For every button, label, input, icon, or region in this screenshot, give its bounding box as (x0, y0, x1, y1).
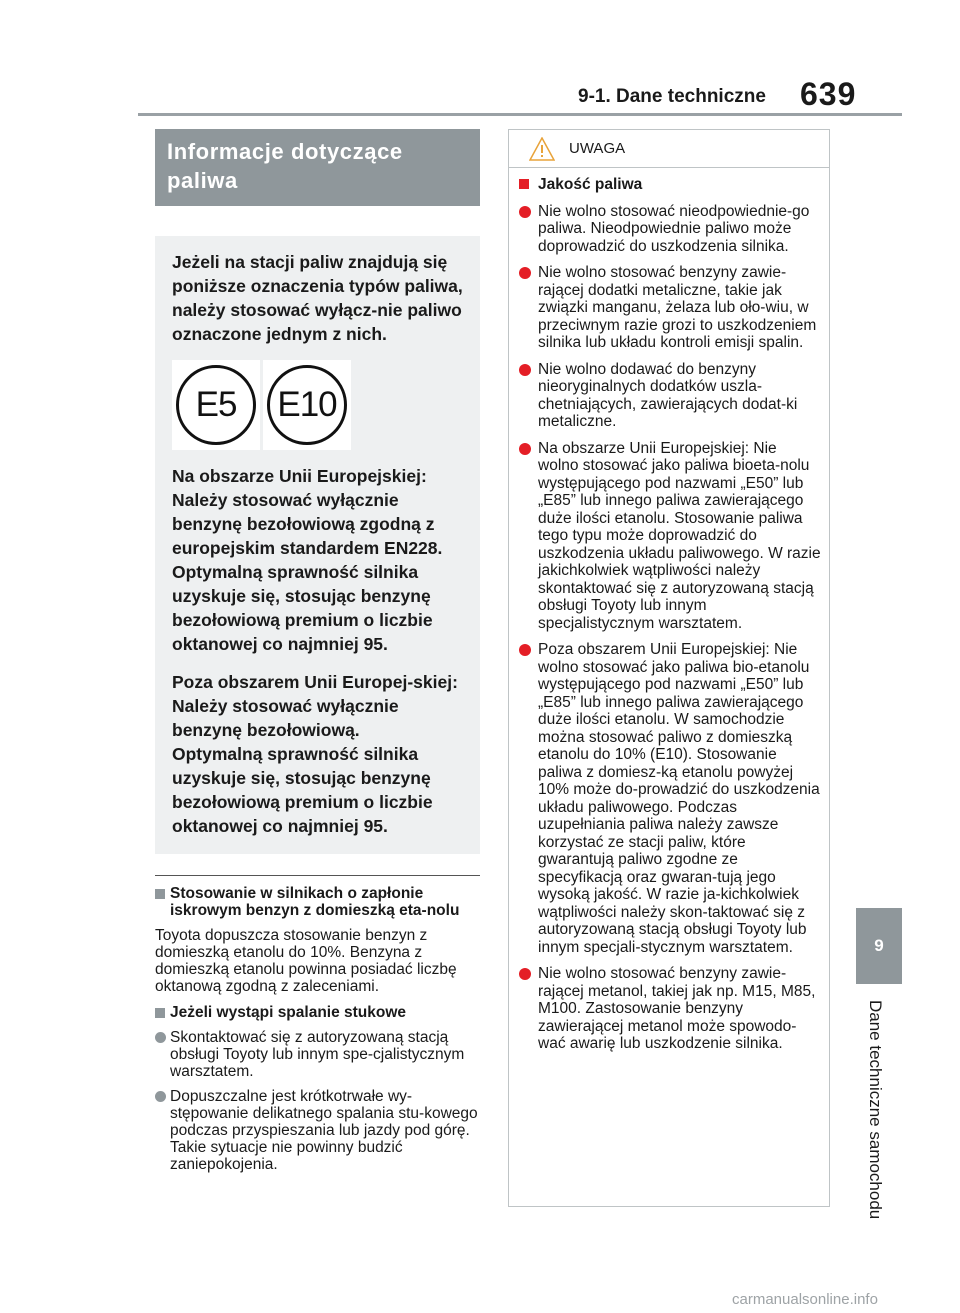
list-item-text: Nie wolno stosować nieodpowiednie-go paliwa. Nieodpowiednie paliwo może doprowadzić do uszkodzenia silnika. (538, 202, 810, 255)
warning-label: UWAGA (569, 140, 626, 157)
ethanol-heading (155, 885, 480, 919)
ethanol-text: Toyota dopuszcza stosowanie benzyn z domieszką etanolu do 10%. Benzyna z domieszką etanolu powinna posiadać liczbę oktanową zgodną z zaleceniami. (155, 927, 457, 995)
circle-bullet-icon (519, 443, 531, 455)
warning-header (509, 130, 829, 168)
knock-heading-text: Jeżeli wystąpi spalanie stukowe (170, 1004, 407, 1021)
circle-bullet-icon (155, 1032, 166, 1043)
chapter-label: Dane techniczne samochodu (866, 1000, 885, 1220)
list-item-text: Dopuszczalne jest krótkotrwałe wy-stępowanie delikatnego spalania stu-kowego podczas przyspieszania lub jazdy pod górę. Takie sytuacje nie powinny budzić zaniepokojenia. (170, 1088, 478, 1173)
list-item-text: Poza obszarem Unii Europejskiej: Nie wolno stosować jako paliwa bio-etanolu występującego pod nazwami „E50” lub „E85” lub innego paliwa zawierającego duże ilości etanolu. W samochodzie można stosować paliwo z domieszką etanolu do 10% (E10). Stosowanie paliwa z domiesz-ką etanolu powyżej 10% może do-prowadzić do uszkodzenia układu paliwowego. Podczas uzupełniania paliwa należy zawsze korzystać ze stacji paliw, które gwarantują paliwo zgodne ze specyfikacją oraz gwaran-tują jego wysoką jakość. W razie ja-kichkolwiek wątpliwości należy skon-taktować się z autoryzowaną stacją obsługi Toyoty lub innym specjali-stycznym warsztatem. (538, 641, 820, 956)
page-number: 639 (800, 76, 857, 112)
list-item (519, 361, 821, 431)
chapter-tab: 9 (856, 908, 902, 984)
eu-octane: Optymalną sprawność silnika uzyskuje się, stosując benzynę bezołowiową premium o liczbie oktanowej co najmniej 95. (172, 562, 433, 654)
warning-heading (519, 176, 821, 194)
circle-bullet-icon (519, 267, 531, 279)
circle-bullet-icon (155, 1091, 166, 1102)
warning-body (509, 168, 829, 1053)
list-item-text: Na obszarze Unii Europejskiej: Nie wolno stosować jako paliwa bioeta-nolu występującego pod nazwami „E50” lub „E85” lub innego paliwa zawierającego duże ilości etanolu. Stosowanie paliwa tego typu może doprowadzić do uszkodzenia układu paliwowego. W razie jakichkolwiek wątpliwości należy skontaktować się z autoryzowaną stacją obsługi Toyoty lub innym specjalistycznym warsztatem. (538, 439, 821, 632)
info-intro: Jeżeli na stacji paliw znajdują się poniższe oznaczenia typów paliwa, należy stosować wyłącz-nie paliwo oznaczone jednym z nich. (172, 252, 463, 344)
square-bullet-icon (519, 179, 529, 189)
fuel-symbol-e10 (263, 360, 351, 450)
fuel-symbol-e5 (172, 360, 260, 450)
list-item (519, 264, 821, 352)
knock-heading (155, 1004, 480, 1021)
list-item-text: Nie wolno dodawać do benzyny nieoryginalnych dodatków uszla-chetniających, zawierających dodat-ki metaliczne. (538, 360, 798, 430)
left-column (155, 129, 480, 1173)
header-section-title: 9-1. Dane techniczne (578, 86, 766, 107)
noneu-text: Należy stosować wyłącznie benzynę bezołowiową. (172, 696, 399, 740)
header-divider (138, 113, 902, 116)
notes-divider (155, 875, 480, 876)
ethanol-heading-text: Stosowanie w silnikach o zapłonie iskrowym benzyn z domieszką eta-nolu (170, 885, 460, 919)
list-item (519, 965, 821, 1053)
square-bullet-icon (155, 1008, 165, 1018)
eu-text: Należy stosować wyłącznie benzynę bezołowiową zgodną z europejskim standardem EN228. (172, 490, 443, 558)
list-item-text: Nie wolno stosować benzyny zawie-rającej dodatki metaliczne, takie jak związki manganu, żelaza lub oło-wiu, w przeciwnym razie grozi to uszkodzeniem silnika lub układu kontroli emisji spalin. (538, 264, 817, 351)
list-item (519, 641, 821, 956)
eu-heading: Na obszarze Unii Europejskiej: (172, 466, 427, 486)
watermark: carmanualsonline.info (732, 1291, 878, 1308)
circle-bullet-icon (519, 644, 531, 656)
circle-bullet-icon (519, 968, 531, 980)
list-item-text: Skontaktować się z autoryzowaną stacją obsługi Toyoty lub innym spe-cjalistycznym warsztatem. (170, 1029, 465, 1080)
square-bullet-icon (155, 889, 165, 899)
fuel-symbol-e5-label: E5 (176, 365, 256, 445)
fuel-info-box (155, 236, 480, 854)
noneu-octane: Optymalną sprawność silnika uzyskuje się, stosując benzynę bezołowiową premium o liczbie oktanowej co najmniej 95. (172, 744, 433, 836)
list-item-text: Nie wolno stosować benzyny zawie-rającej metanol, takiej jak np. M15, M85, M100. Zastosowanie benzyny zawierającej metanol może spowodo-wać awarię lub uszkodzenie silnika. (538, 965, 816, 1052)
list-item (155, 1088, 480, 1173)
fuel-symbol-e10-label: E10 (267, 365, 347, 445)
section-title: Informacje dotyczące paliwa (155, 129, 480, 206)
circle-bullet-icon (519, 364, 531, 376)
warning-heading-text: Jakość paliwa (538, 176, 643, 193)
list-item (519, 440, 821, 633)
warning-box (508, 129, 830, 1207)
noneu-heading: Poza obszarem Unii Europej-skiej: (172, 672, 458, 692)
list-item (155, 1029, 480, 1080)
fuel-symbols (172, 360, 470, 450)
warning-triangle-icon (529, 137, 555, 161)
list-item (519, 203, 821, 256)
circle-bullet-icon (519, 206, 531, 218)
